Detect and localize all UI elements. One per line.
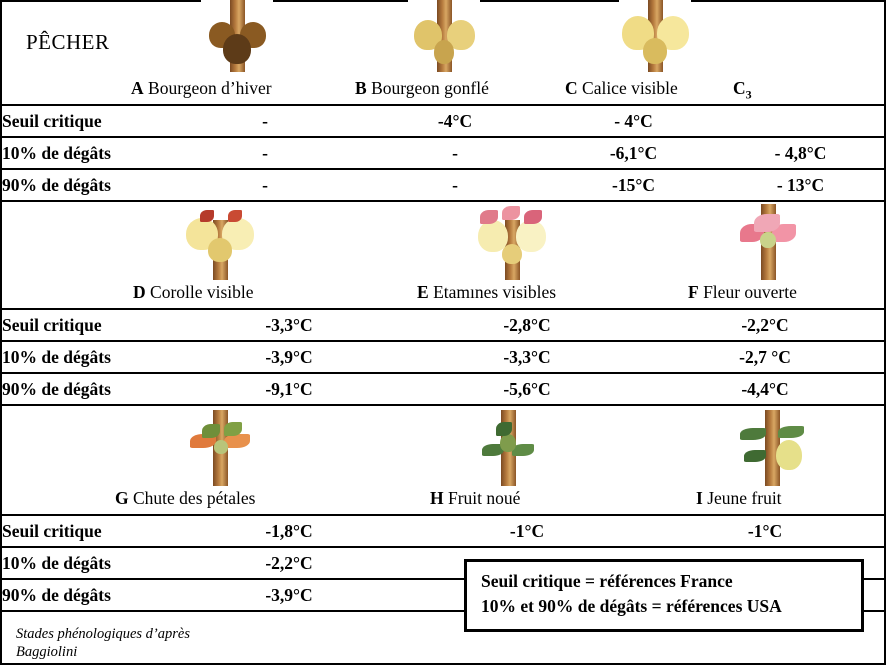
peach-open-flower-icon (732, 204, 804, 280)
stage-letter-e: E (417, 282, 429, 302)
row-label-90-degats: 90% de dégâts (2, 373, 170, 405)
row-label-10-degats: 10% de dégâts (2, 341, 170, 373)
table-row (2, 515, 884, 547)
cell-g-10: -2,2°C (170, 547, 408, 579)
peach-stamens-visible-icon (476, 204, 548, 280)
stage-name-d: Corolle visible (150, 282, 254, 302)
cell-c3-90: - 13°C (717, 169, 884, 201)
stage-icon-cell-f (732, 204, 806, 282)
stage-name-e: Etamınes visibles (433, 282, 557, 302)
legend-line-2: 10% et 90% de dégâts = références USA (481, 596, 782, 617)
peach-winter-bud-icon (201, 0, 273, 72)
peach-fruit-set-icon (472, 410, 544, 486)
footnote-line-1: Stades phénologiques d’après (16, 626, 190, 642)
stage-letter-c3: C (733, 78, 746, 98)
footnote-line-2: Baggiolini (16, 644, 78, 661)
peach-young-fruit-icon (736, 410, 808, 486)
cell-f-10: -2,7 °C (646, 341, 884, 373)
stage-name-a: Bourgeon d’hiver (148, 78, 272, 98)
stage-icon-row-3 (2, 410, 884, 486)
stage-letter-h: H (430, 488, 444, 508)
cell-h-seuil: -1°C (408, 515, 646, 547)
cell-b-seuil: -4°C (360, 105, 550, 137)
stage-icon-cell-a (201, 0, 275, 74)
frost-table-block-2 (2, 308, 884, 406)
cell-c-seuil: - 4°C (550, 105, 717, 137)
peach-calyx-visible-icon (619, 0, 691, 72)
stage-label-c3 (733, 78, 752, 103)
stage-icon-cell-c (619, 0, 693, 74)
cell-d-90: -9,1°C (170, 373, 408, 405)
stage-letter-i: I (696, 488, 703, 508)
row-label-seuil-critique: Seuil critique (2, 515, 170, 547)
cell-c-90: -15°C (550, 169, 717, 201)
stage-letter-c3-subscript: 3 (745, 87, 752, 102)
stage-icon-cell-d (184, 204, 258, 282)
cell-d-seuil: -3,3°C (170, 309, 408, 341)
row-label-90-degats: 90% de dégâts (2, 579, 170, 611)
stage-label-b (355, 78, 489, 99)
legend-line-1: Seuil critique = références France (481, 571, 733, 591)
table-row (2, 341, 884, 373)
stage-name-g: Chute des pétales (133, 488, 256, 508)
row-label-seuil-critique: Seuil critique (2, 309, 170, 341)
row-label-10-degats: 10% de dégâts (2, 547, 170, 579)
stage-letter-c: C (565, 78, 578, 98)
stage-label-row-1 (2, 76, 884, 104)
page-title: PÊCHER (26, 30, 110, 54)
stage-name-h: Fruit noué (448, 488, 521, 508)
peach-petal-fall-icon (184, 410, 256, 486)
cell-e-seuil: -2,8°C (408, 309, 646, 341)
stage-label-g (115, 488, 255, 509)
stage-letter-g: G (115, 488, 129, 508)
cell-g-90: -3,9°C (170, 579, 408, 611)
table-row (2, 169, 884, 201)
stage-letter-a: A (131, 78, 144, 98)
stage-name-b: Bourgeon gonflé (371, 78, 489, 98)
cell-d-10: -3,9°C (170, 341, 408, 373)
stage-name-i: Jeune fruit (707, 488, 782, 508)
cell-c3-seuil (717, 105, 884, 137)
stage-label-d (133, 282, 254, 303)
cell-a-seuil: - (170, 105, 360, 137)
cell-f-seuil: -2,2°C (646, 309, 884, 341)
cell-e-10: -3,3°C (408, 341, 646, 373)
stage-icon-cell-b (408, 0, 482, 74)
cell-e-90: -5,6°C (408, 373, 646, 405)
cell-f-90: -4,4°C (646, 373, 884, 405)
stage-label-f (688, 282, 797, 303)
table-row (2, 137, 884, 169)
stage-icon-cell-e (476, 204, 550, 282)
stage-label-e (417, 282, 556, 303)
table-row (2, 309, 884, 341)
row-label-90-degats: 90% de dégâts (2, 169, 170, 201)
stage-icon-cell-h (472, 410, 546, 488)
stage-label-h (430, 488, 520, 509)
stage-icon-cell-i (736, 410, 810, 488)
row-label-10-degats: 10% de dégâts (2, 137, 170, 169)
cell-b-10: - (360, 137, 550, 169)
cell-a-90: - (170, 169, 360, 201)
cell-b-90: - (360, 169, 550, 201)
cell-c3-10: - 4,8°C (717, 137, 884, 169)
stage-label-c (565, 78, 678, 99)
stage-label-row-2 (2, 280, 884, 308)
stage-letter-b: B (355, 78, 367, 98)
stage-letter-f: F (688, 282, 699, 302)
cell-i-seuil: -1°C (646, 515, 884, 547)
row-label-seuil-critique: Seuil critique (2, 105, 170, 137)
frost-table-block-1 (2, 104, 884, 202)
peach-corolla-visible-icon (184, 204, 256, 280)
stage-label-row-3 (2, 486, 884, 514)
stage-name-f: Fleur ouverte (703, 282, 797, 302)
cell-g-seuil: -1,8°C (170, 515, 408, 547)
stage-label-i (696, 488, 782, 509)
table-row (2, 105, 884, 137)
cell-c-10: -6,1°C (550, 137, 717, 169)
cell-a-10: - (170, 137, 360, 169)
peach-swollen-bud-icon (408, 0, 480, 72)
stage-block-2 (2, 204, 884, 406)
stage-icon-row-2 (2, 204, 884, 280)
stage-label-a (131, 78, 272, 99)
stage-letter-d: D (133, 282, 146, 302)
stage-name-c: Calice visible (582, 78, 678, 98)
legend-box (464, 559, 864, 632)
stage-block-1 (2, 0, 884, 202)
table-row (2, 373, 884, 405)
stage-icon-row-1 (2, 0, 884, 76)
stage-icon-cell-g (184, 410, 258, 488)
source-footnote (16, 625, 316, 661)
